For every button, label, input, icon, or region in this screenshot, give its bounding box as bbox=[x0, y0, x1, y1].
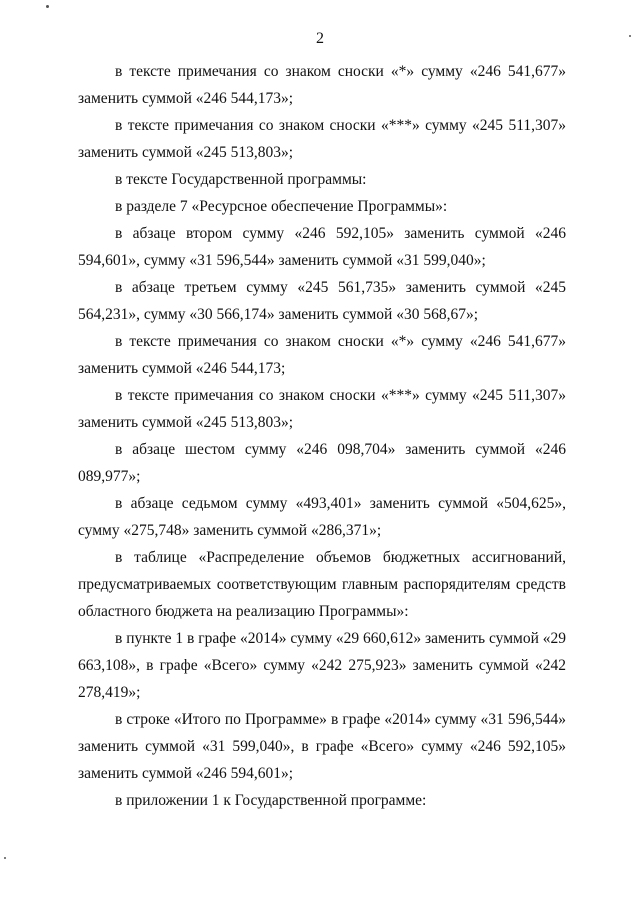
paragraph: в приложении 1 к Государственной программе: bbox=[115, 792, 427, 809]
paragraph: в тексте примечания со знаком сноски «*» сумму «246 541,677» заменить суммой «246 544,173»; bbox=[78, 63, 566, 107]
paragraph: в абзаце седьмом сумму «493,401» заменить суммой «504,625», сумму «275,748» заменить суммой «286,371»; bbox=[78, 495, 566, 539]
paragraph: в тексте Государственной программы: bbox=[115, 171, 367, 188]
document-body bbox=[78, 58, 566, 814]
scan-speck bbox=[46, 5, 49, 8]
paragraph: в пункте 1 в графе «2014» сумму «29 660,612» заменить суммой «29 663,108», в графе «Всего» сумму «242 275,923» заменить суммой «242 278,419»; bbox=[78, 630, 566, 701]
paragraph: в тексте примечания со знаком сноски «*» сумму «246 541,677» заменить суммой «246 544,173; bbox=[78, 333, 566, 377]
paragraph: в абзаце втором сумму «246 592,105» заменить суммой «246 594,601», сумму «31 596,544» заменить суммой «31 599,040»; bbox=[78, 225, 566, 269]
paragraph: в строке «Итого по Программе» в графе «2014» сумму «31 596,544» заменить суммой «31 599,040», в графе «Всего» сумму «246 592,105» заменить суммой «246 594,601»; bbox=[78, 711, 566, 782]
paragraph: в абзаце третьем сумму «245 561,735» заменить суммой «245 564,231», сумму «30 566,174» заменить суммой «30 568,67»; bbox=[78, 279, 566, 323]
scan-speck bbox=[4, 857, 6, 859]
paragraph: в разделе 7 «Ресурсное обеспечение Программы»: bbox=[115, 198, 448, 215]
paragraph: в тексте примечания со знаком сноски «***» сумму «245 511,307» заменить суммой «245 513,803»; bbox=[78, 117, 566, 161]
paragraph: в таблице «Распределение объемов бюджетных ассигнований, предусматриваемых соответствующим главным распорядителям средств областного бюджета на реализацию Программы»: bbox=[78, 549, 566, 620]
paragraph: в абзаце шестом сумму «246 098,704» заменить суммой «246 089,977»; bbox=[78, 441, 566, 485]
page-number: 2 bbox=[316, 30, 324, 47]
paragraph: в тексте примечания со знаком сноски «***» сумму «245 511,307» заменить суммой «245 513,803»; bbox=[78, 387, 566, 431]
